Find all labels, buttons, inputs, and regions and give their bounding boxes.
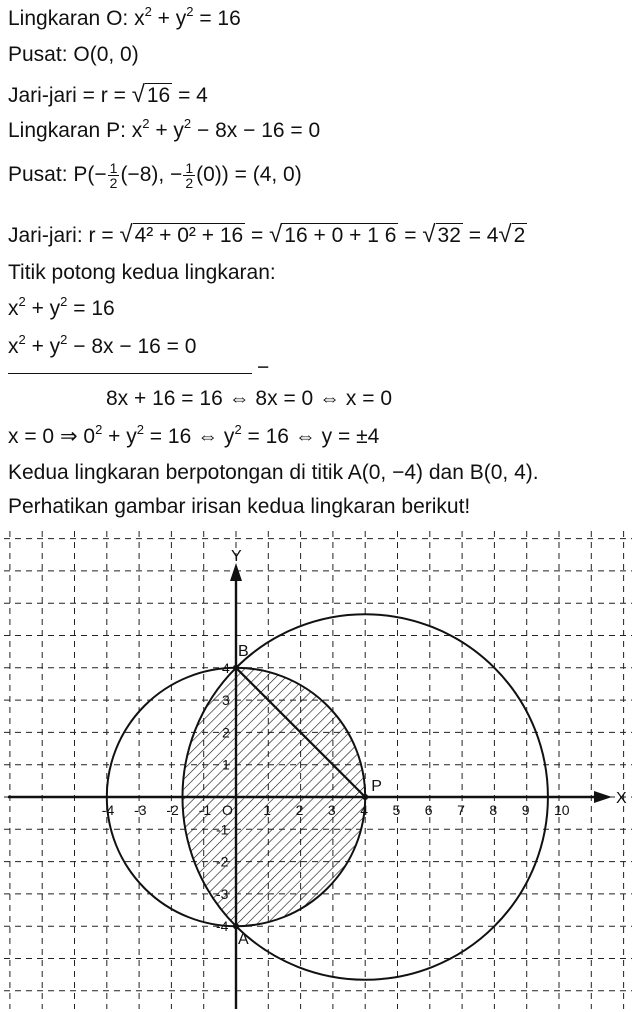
y-tick-label: 1 xyxy=(222,756,230,773)
x-tick-label: 9 xyxy=(521,802,530,818)
eq-part: − 8x − 16 = 0 xyxy=(67,335,197,358)
eq-part: = 16 ⇔ y = ±4 xyxy=(241,425,380,448)
y-tick-label: 2 xyxy=(222,724,230,741)
eq-part: + y xyxy=(149,119,184,142)
y-tick-label: -4 xyxy=(216,918,229,935)
text-line-conclusion: Kedua lingkaran berpotongan di titik A(0, −4) dan B(0, 4). xyxy=(8,461,539,484)
circle-intersection-graph xyxy=(0,527,636,1012)
point-b-marker xyxy=(233,665,239,671)
y-axis-label: Y xyxy=(231,548,242,565)
radicand: 16 + 0 + 1 6 xyxy=(284,224,397,247)
eq-part: (0)) = (4, 0) xyxy=(196,163,302,187)
eq-part: x xyxy=(8,335,19,358)
text-line-eq1 xyxy=(8,296,115,322)
point-p-label: P xyxy=(371,778,382,795)
text-line-circle-o xyxy=(8,6,241,32)
exponent: 2 xyxy=(60,332,68,347)
eq-part: = 4 xyxy=(462,224,499,247)
eq-part: Lingkaran O: x xyxy=(8,7,145,30)
eq-part: x = 0 ⇒ 0 xyxy=(8,425,96,448)
y-tick-label: -2 xyxy=(216,853,229,870)
text-line-solve-y xyxy=(8,424,379,450)
text-line-instruction: Perhatikan gambar irisan kedua lingkaran berikut! xyxy=(8,495,471,518)
x-tick-label: -4 xyxy=(101,802,115,818)
radicand: 32 xyxy=(437,224,461,247)
eq-part: Lingkaran P: x xyxy=(8,119,143,142)
point-b-label: B xyxy=(238,642,249,660)
text-line-circle-p xyxy=(8,118,320,144)
exponent: 2 xyxy=(144,4,152,19)
exponent: 2 xyxy=(95,422,103,437)
radicand: 4² + 0² + 16 xyxy=(134,224,244,247)
text-line-radius-o xyxy=(8,82,208,109)
exponent: 2 xyxy=(136,422,144,437)
point-a-marker xyxy=(233,923,239,929)
text-line-solve-x: 8x + 16 = 16 ⇔ 8x = 0 ⇔ x = 0 xyxy=(106,387,393,410)
eq-part: = 4 xyxy=(172,84,208,107)
fraction-half xyxy=(183,161,195,190)
sqrt xyxy=(422,222,463,249)
exponent: 2 xyxy=(183,116,192,131)
eq-part: Pusat: P(− xyxy=(8,163,107,187)
x-tick-label: -3 xyxy=(134,802,147,818)
exponent: 2 xyxy=(234,422,242,437)
point-p-marker xyxy=(362,794,368,800)
radicand: 16 xyxy=(146,84,171,107)
exponent: 2 xyxy=(18,294,26,309)
sqrt-sign: √ xyxy=(119,221,133,248)
x-tick-label: 3 xyxy=(327,802,336,818)
sqrt-sign: √ xyxy=(422,221,436,248)
sqrt-sign: √ xyxy=(269,221,283,248)
x-tick-label: 2 xyxy=(295,802,304,818)
eq-part: + y xyxy=(151,7,187,30)
eq-part: − 8x − 16 = 0 xyxy=(191,119,321,142)
exponent: 2 xyxy=(142,116,150,131)
exponent: 2 xyxy=(186,4,194,19)
eq-part: = 16 ⇔ y xyxy=(143,425,235,448)
x-axis-arrow xyxy=(594,791,612,803)
radicand: 2 xyxy=(513,224,526,247)
x-tick-label: 10 xyxy=(554,802,570,818)
eq-part: Jari-jari: r = xyxy=(8,224,120,247)
fraction-denominator: 2 xyxy=(185,175,194,191)
text-line-center-p xyxy=(8,161,302,190)
x-tick-label: -1 xyxy=(198,802,212,818)
point-a-label: A xyxy=(238,931,249,949)
eq-part: = xyxy=(398,224,423,247)
text-line-radius-p xyxy=(8,222,527,249)
eq-part: Jari-jari = r = xyxy=(8,84,132,107)
text-line-center-o: Pusat: O(0, 0) xyxy=(8,43,139,66)
x-tick-label: 1 xyxy=(263,802,272,818)
subtraction-sign: − xyxy=(257,356,270,379)
y-tick-label: 3 xyxy=(222,692,230,709)
eq-part: + y xyxy=(25,297,61,320)
eq-part: = xyxy=(245,224,270,247)
text-line-eq2 xyxy=(8,334,196,360)
sqrt xyxy=(119,222,245,249)
x-tick-label: 4 xyxy=(360,802,368,818)
sqrt xyxy=(269,222,398,249)
eq-part: + y xyxy=(102,425,137,448)
x-tick-label: -2 xyxy=(166,802,179,818)
fraction-numerator: 1 xyxy=(109,160,118,176)
x-tick-label: 8 xyxy=(489,802,498,818)
text-line-intersection-heading: Titik potong kedua lingkaran: xyxy=(8,261,276,284)
exponent: 2 xyxy=(18,332,26,347)
eq-part: x xyxy=(8,297,19,320)
fraction-half xyxy=(108,161,120,190)
eq-part: + y xyxy=(25,335,61,358)
x-tick-label: 7 xyxy=(457,802,465,818)
fraction-numerator: 1 xyxy=(185,160,194,176)
x-tick-label: 5 xyxy=(392,802,401,818)
x-tick-label: O xyxy=(222,802,233,818)
y-axis-arrow xyxy=(230,563,242,581)
x-axis-label: X xyxy=(616,790,627,807)
y-tick-label: -3 xyxy=(216,885,229,902)
sqrt-sign: √ xyxy=(498,221,512,248)
y-tick-label: 4 xyxy=(222,659,230,676)
y-tick-label: -1 xyxy=(216,821,229,838)
x-tick-label: 6 xyxy=(424,802,433,818)
eq-part: = 16 xyxy=(193,7,241,30)
eq-part: (−8), − xyxy=(120,163,183,187)
exponent: 2 xyxy=(60,294,68,309)
fraction-denominator: 2 xyxy=(109,175,118,191)
eq-part: = 16 xyxy=(67,297,115,320)
sqrt xyxy=(499,222,528,249)
subtraction-rule xyxy=(8,373,252,374)
sqrt xyxy=(132,82,173,109)
sqrt-sign: √ xyxy=(131,81,145,108)
